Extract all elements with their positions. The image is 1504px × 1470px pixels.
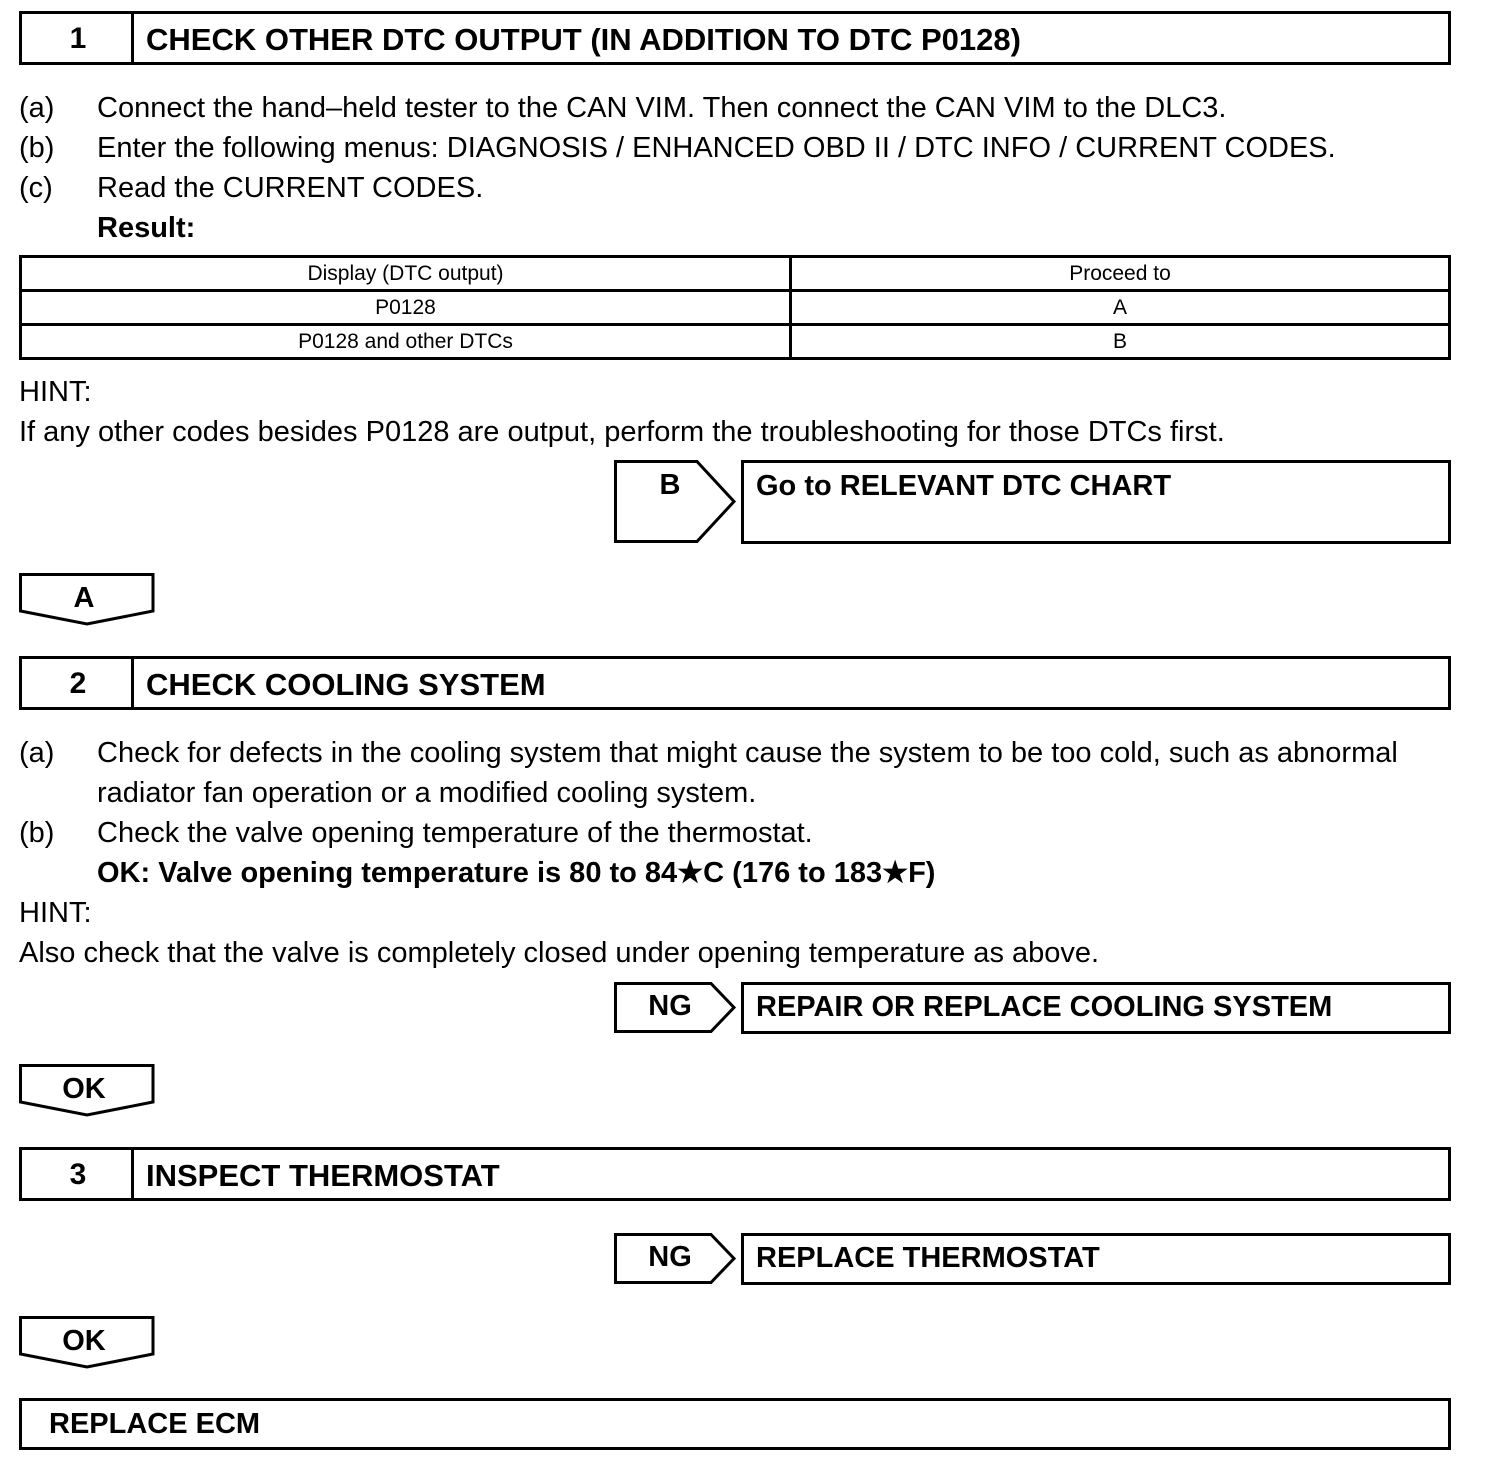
table-cell: P0128: [21, 291, 791, 325]
table-cell: P0128 and other DTCs: [21, 325, 791, 359]
step-3-header: [19, 1147, 1451, 1201]
continue-label: OK: [62, 1325, 106, 1357]
step-number: 1: [69, 22, 87, 55]
step-title: INSPECT THERMOSTAT: [146, 1158, 500, 1193]
branch-action-box: [741, 982, 1451, 1034]
instruction-text: Read the CURRENT CODES.: [97, 172, 484, 204]
step-divider: [131, 1150, 134, 1198]
continue-label: OK: [62, 1073, 106, 1105]
instruction-text: Enter the following menus: DIAGNOSIS / ENHANCED OBD II / DTC INFO / CURRENT CODES.: [97, 132, 1336, 164]
branch-code: NG: [648, 1241, 692, 1273]
result-label: Result:: [97, 212, 196, 244]
table-header-cell: Display (DTC output): [21, 257, 791, 291]
branch-action-text: REPAIR OR REPLACE COOLING SYSTEM: [756, 991, 1333, 1023]
branch-action-text: REPLACE THERMOSTAT: [756, 1242, 1100, 1274]
step-number: 2: [69, 667, 87, 700]
result-table: [19, 255, 1451, 360]
hint-text: If any other codes besides P0128 are output, perform the troubleshooting for those DTCs first.: [19, 416, 1225, 448]
step-number: 3: [69, 1158, 87, 1191]
item-tag: (b): [19, 817, 55, 849]
hint-text: Also check that the valve is completely closed under opening temperature as above.: [19, 937, 1100, 969]
item-tag: (a): [19, 737, 55, 769]
instruction-text: Check the valve opening temperature of the thermostat.: [97, 817, 813, 849]
item-tag: (b): [19, 132, 55, 164]
table-header-cell: Proceed to: [791, 257, 1450, 291]
step-title: CHECK OTHER DTC OUTPUT (IN ADDITION TO DTC P0128): [146, 22, 1021, 57]
item-tag: (a): [19, 92, 55, 124]
branch-action-box: [741, 1233, 1451, 1285]
instruction-text: Connect the hand–held tester to the CAN VIM. Then connect the CAN VIM to the DLC3.: [97, 92, 1227, 124]
branch-action-box: [741, 460, 1451, 544]
table-row: [21, 291, 1450, 325]
table-cell: B: [791, 325, 1450, 359]
step-2-header: [19, 656, 1451, 710]
table-header-row: [21, 257, 1450, 291]
hint-label: HINT:: [19, 376, 92, 408]
branch-action-text: Go to RELEVANT DTC CHART: [756, 470, 1172, 502]
ok-spec: OK: Valve opening temperature is 80 to 84★C (176 to 183★F): [97, 857, 936, 889]
step-1-header: [19, 11, 1451, 65]
step-divider: [131, 659, 134, 707]
branch-code: NG: [648, 990, 692, 1022]
final-action-box: [19, 1398, 1451, 1450]
hint-label: HINT:: [19, 897, 92, 929]
table-row: [21, 325, 1450, 359]
item-tag: (c): [19, 172, 53, 204]
branch-code: B: [659, 469, 681, 501]
step-divider: [131, 14, 134, 62]
instruction-text: Check for defects in the cooling system that might cause the system to be too cold, such as abnormal: [97, 737, 1398, 769]
table-cell: A: [791, 291, 1450, 325]
step-title: CHECK COOLING SYSTEM: [146, 667, 546, 702]
final-action-text: REPLACE ECM: [49, 1408, 261, 1440]
continue-label: A: [73, 582, 95, 614]
instruction-text: radiator fan operation or a modified cooling system.: [97, 777, 757, 809]
